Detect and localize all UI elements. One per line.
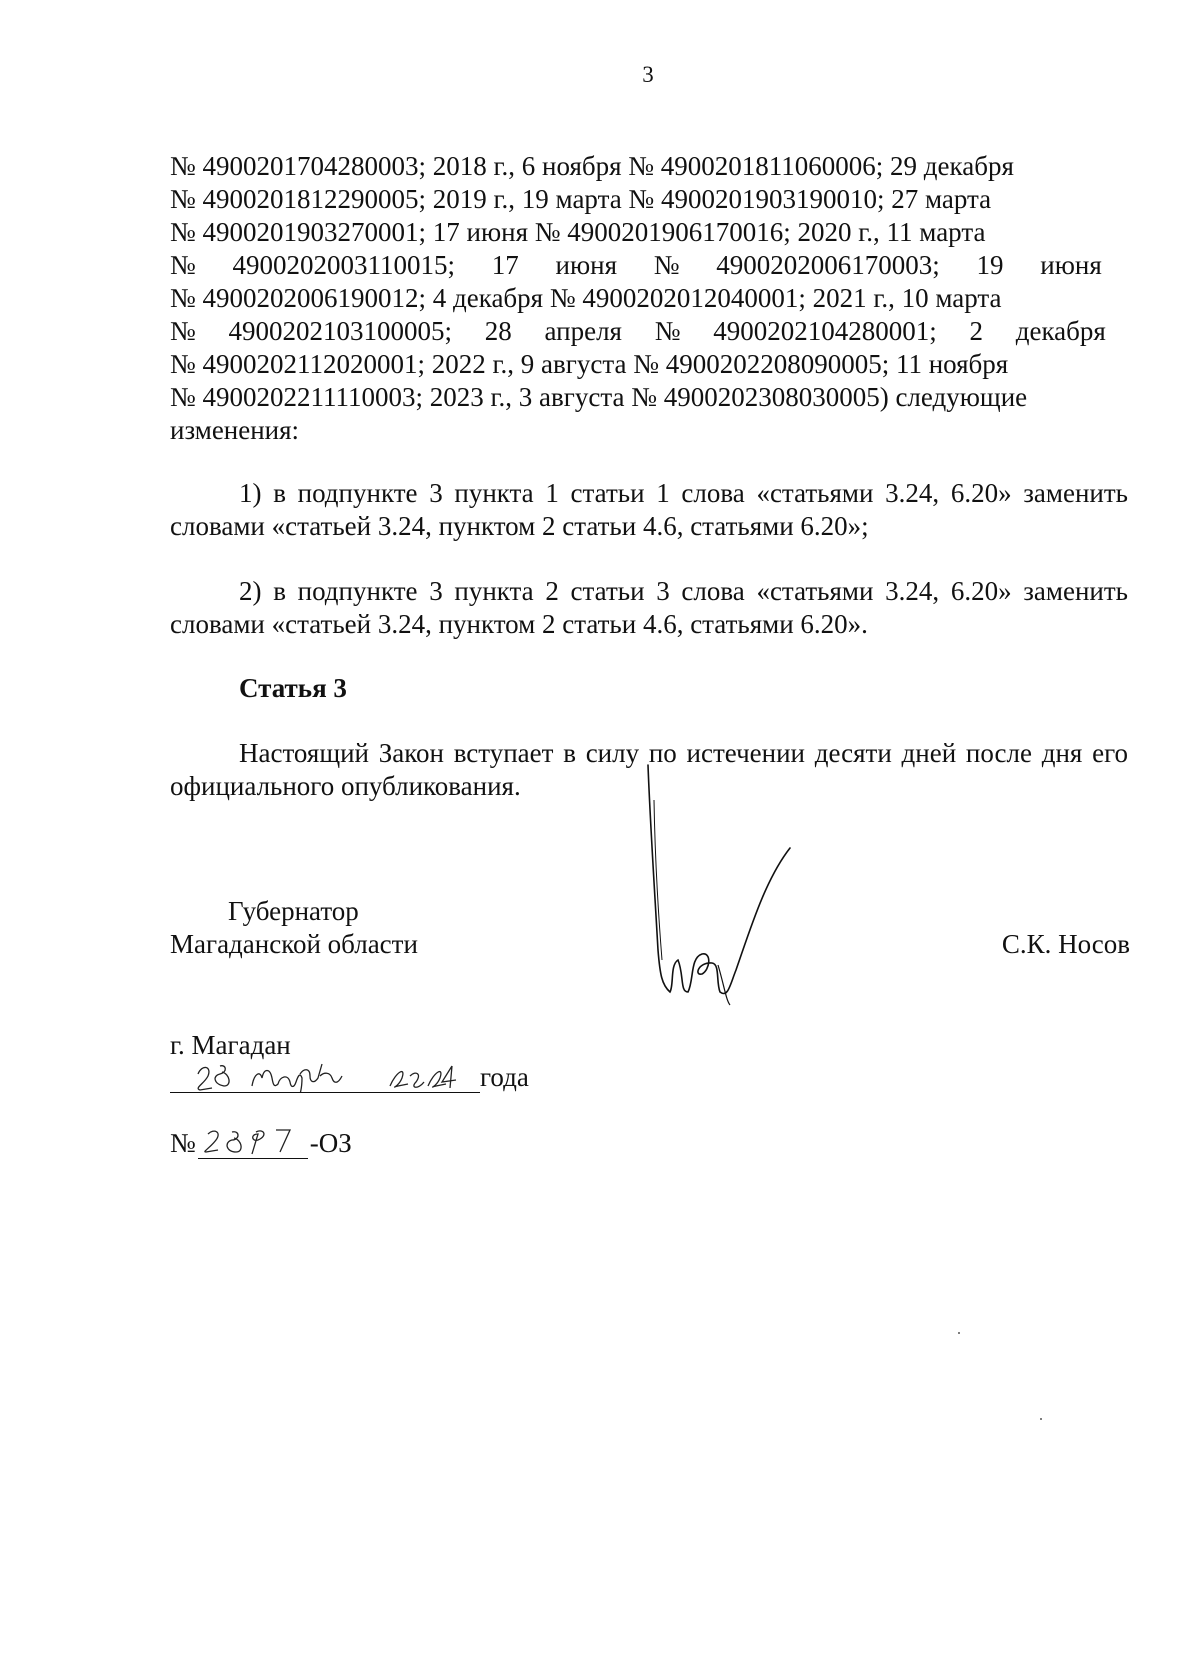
- handwritten-number-strokes: [198, 1124, 308, 1158]
- text-line: № 4900201903270001; 17 июня № 4900201906170016; 2020 г., 11 марта: [170, 217, 986, 247]
- page-number: 3: [642, 62, 654, 87]
- text-line: № 4900202003110015; 17 июня № 4900202006170003; 19 июня: [170, 250, 1102, 280]
- scan-speck: [1040, 1418, 1042, 1420]
- handwritten-date-strokes: [170, 1052, 480, 1092]
- handwritten-signature: [640, 760, 840, 1020]
- signer-title-line-1: Губернатор: [228, 896, 359, 926]
- scan-speck: [958, 1332, 960, 1334]
- handwritten-law-number: [198, 1130, 308, 1159]
- law-number: [170, 1128, 352, 1159]
- text-line: № 4900202103100005; 28 апреля № 4900202104280001; 2 декабря: [170, 316, 1106, 346]
- signer-name: С.К. Носов: [1001, 929, 1130, 959]
- text-line: изменения:: [170, 415, 300, 445]
- signer-title-line-2: Магаданской области: [170, 929, 418, 959]
- article-text: Настоящий Закон вступает в силу по истечении десяти дней после дня его официального опубликования.: [170, 738, 1128, 801]
- amendment-references: [170, 150, 1128, 447]
- text-line: № 4900201704280003; 2018 г., 6 ноября № 4900201811060006; 29 декабря: [170, 151, 1014, 181]
- amendment-item-1: 1) в подпункте 3 пункта 1 статьи 1 слова «статьями 3.24, 6.20» заменить словами «статьей 3.24, пунктом 2 статьи 4.6, статьями 6.20»;: [170, 478, 1128, 541]
- article-heading: Статья 3: [239, 673, 347, 703]
- law-number-prefix: №: [170, 1128, 196, 1158]
- law-number-suffix: -ОЗ: [309, 1128, 352, 1158]
- signing-date: [170, 1062, 529, 1100]
- date-suffix: года: [480, 1062, 529, 1092]
- amendment-item-2: 2) в подпункте 3 пункта 2 статьи 3 слова «статьями 3.24, 6.20» заменить словами «статьей 3.24, пунктом 2 статьи 4.6, статьями 6.20».: [170, 576, 1128, 639]
- text-line: № 4900202112020001; 2022 г., 9 августа № 4900202208090005; 11 ноября: [170, 349, 1009, 379]
- place-of-signing: г. Магадан: [170, 1030, 291, 1060]
- text-line: № 4900202006190012; 4 декабря № 4900202012040001; 2021 г., 10 марта: [170, 283, 1002, 313]
- signer-title: [170, 895, 418, 961]
- text-line: № 4900202211110003; 2023 г., 3 августа № 4900202308030005) следующие: [170, 382, 1028, 412]
- handwritten-date: [170, 1062, 480, 1093]
- text-line: № 4900201812290005; 2019 г., 19 марта № 4900201903190010; 27 марта: [170, 184, 992, 214]
